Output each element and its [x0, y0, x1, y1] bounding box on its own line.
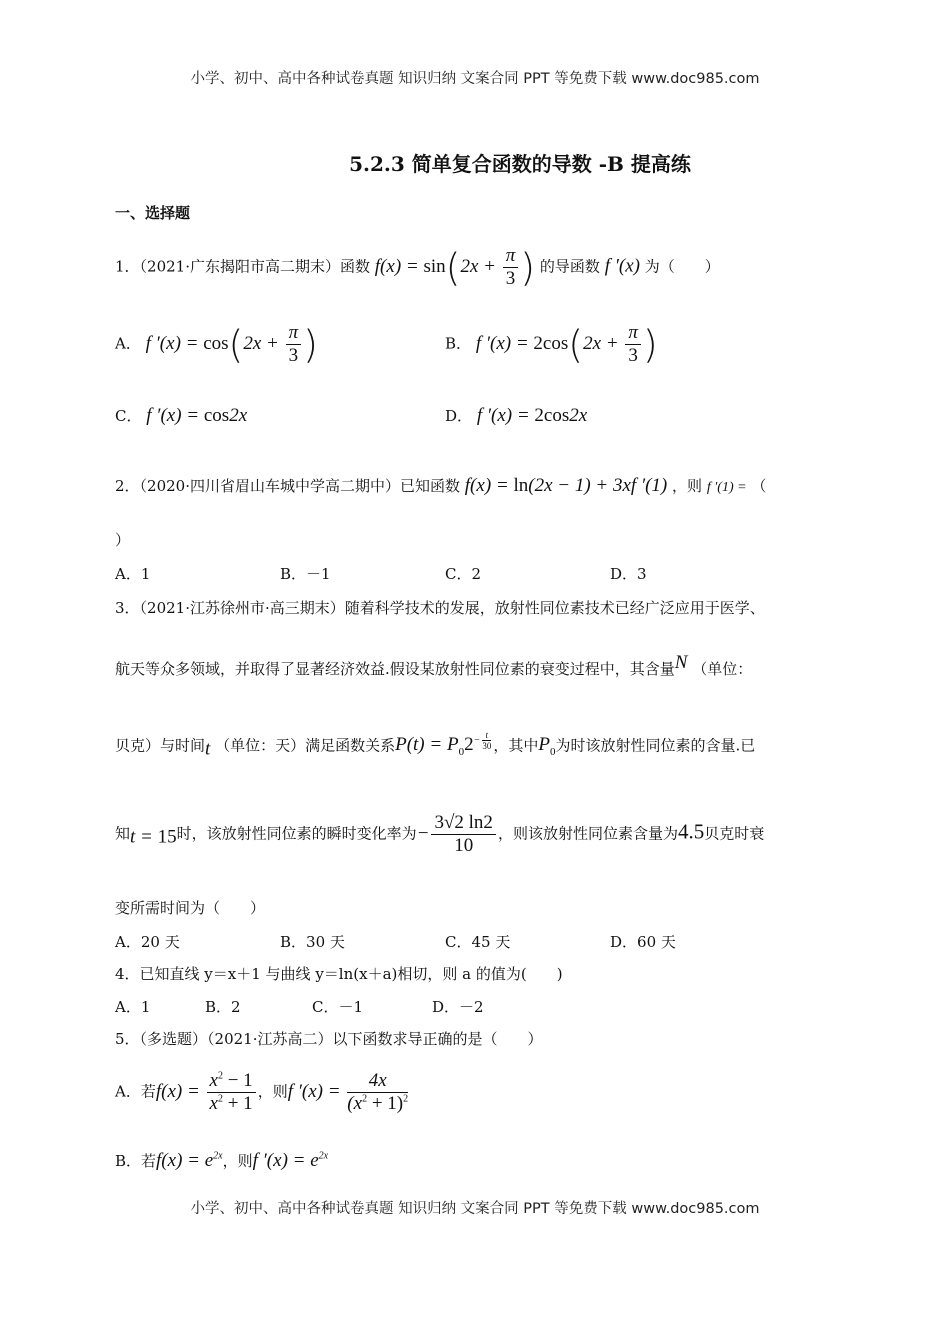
- q5-option-b-derivative: f $'(x) = e^{2x}$: [252, 1150, 329, 1171]
- q2-function: f(x) = ln(2x − 1) + 3xf ′(1): [464, 475, 668, 496]
- q1-option-b[interactable]: [445, 322, 658, 367]
- q2-mid: ，则: [672, 477, 703, 495]
- q5-option-a-function: f(x) = $\frac{x^2 - 1}{x^2 + 1}$: [156, 1081, 258, 1102]
- q5-option-b-label: B．若: [115, 1152, 157, 1170]
- q3-line-3d: 为时该放射性同位素的含量.已: [555, 736, 756, 755]
- q2-option-d[interactable]: D．3: [610, 565, 647, 583]
- q3-line-5: 变所需时间为（ ）: [115, 899, 266, 917]
- q1-option-a[interactable]: [115, 322, 318, 367]
- q5-option-a-derivative: f ′(x) = $\frac{4x}{(x^2 + 1)^2}$: [287, 1070, 409, 1114]
- q5-option-a-label: A．若: [115, 1082, 156, 1101]
- q3-line-3c: ，其中: [493, 736, 539, 755]
- q3-line-4d: 贝克时衰: [704, 824, 765, 843]
- footer-banner: 小学、初中、高中各种试卷真题 知识归纳 文案合同 PPT 等免费下载 www.doc985.com: [190, 1201, 760, 1217]
- q3-line-4a: 知: [115, 824, 131, 843]
- q1-option-b-label: B．: [445, 334, 472, 353]
- q2-close: ）: [115, 531, 131, 549]
- q3-line-3a: 贝克）与时间: [115, 736, 206, 755]
- q5-option-b-then: ，则: [222, 1152, 253, 1170]
- q2-prefix: 2．（2020·四川省眉山车城中学高二期中）已知函数: [115, 477, 460, 495]
- question-2: [115, 475, 766, 497]
- q1-suffix: 为（ ）: [644, 257, 720, 276]
- question-1: [115, 245, 720, 290]
- question-5: 5．（多选题）（2021·江苏高二）以下函数求导正确的是（ ）: [115, 1030, 543, 1048]
- q2-target: f ′(1) =: [706, 480, 747, 495]
- q4-option-b[interactable]: B．2: [205, 998, 241, 1016]
- q3-line-3b: （单位：天）满足函数关系: [215, 736, 396, 755]
- q3-line-2: [115, 652, 752, 679]
- q4-option-d[interactable]: D．－2: [432, 998, 484, 1016]
- q1-derivative: f ′(x): [604, 255, 640, 277]
- section-heading: 一、选择题: [115, 204, 191, 222]
- q5-option-b-function: $f(x) = e^{2x}$: [156, 1150, 223, 1171]
- q1-mid: 的导函数: [539, 257, 600, 276]
- q3-line-4c: ，则该放射性同位素含量为: [497, 824, 678, 843]
- q2-option-a[interactable]: A．1: [115, 565, 151, 583]
- header-banner: 小学、初中、高中各种试卷真题 知识归纳 文案合同 PPT 等免费下载 www.doc985.com: [190, 71, 760, 87]
- q3-line-2b: （单位：: [692, 660, 753, 678]
- q1-option-c-formula: f ′(x) = cos2x: [146, 405, 248, 426]
- q3-formula: $P(t) = P_02^{- \frac{t}{30}}$: [395, 730, 492, 759]
- q1-function: f(x) = sin(2x + $\frac{\pi}{3}$ ): [374, 245, 536, 290]
- q5-option-a[interactable]: [115, 1070, 410, 1115]
- page-title: 5.2.3 简单复合函数的导数 -B 提高练: [349, 152, 691, 176]
- q4-option-c[interactable]: C．－1: [312, 998, 364, 1016]
- q3-rate: − $\frac{3√2 \ln 2}{10}$: [417, 823, 498, 844]
- question-4: 4．已知直线 y＝x＋1 与曲线 y＝ln(x＋a)相切，则 a 的值为( ): [115, 965, 563, 983]
- q3-symbol-n: N: [674, 652, 688, 673]
- q1-option-c[interactable]: [115, 405, 247, 427]
- q3-option-a[interactable]: A．20 天: [115, 933, 180, 951]
- q3-line-2a: 航天等众多领域，并取得了显著经济效益.假设某放射性同位素的衰变过程中，其含量: [115, 660, 675, 678]
- q1-prefix: 1．（2021·广东揭阳市高二期末）函数: [115, 257, 370, 276]
- q3-amount: 4.5: [677, 819, 705, 844]
- q2-option-c[interactable]: C．2: [445, 565, 482, 583]
- q5-option-b[interactable]: [115, 1150, 328, 1172]
- q3-option-b[interactable]: B．30 天: [280, 933, 345, 951]
- q1-option-a-label: A．: [115, 334, 141, 353]
- q1-option-d-formula: f ′(x) = 2cos2x: [476, 405, 588, 426]
- q2-suffix: （: [751, 477, 767, 495]
- q1-option-d[interactable]: [445, 405, 587, 427]
- q3-option-d[interactable]: D．60 天: [610, 933, 676, 951]
- q3-line-1: 3．（2021·江苏徐州市·高三期末）随着科学技术的发展，放射性同位素技术已经广泛应用于医学、: [115, 599, 765, 617]
- q1-option-b-formula: f ′(x) = 2cos(2x + $\frac{\pi}{3}$ ): [475, 322, 658, 367]
- q3-option-c[interactable]: C．45 天: [445, 933, 511, 951]
- q3-line-4: [115, 812, 764, 857]
- q1-option-d-label: D．: [445, 407, 473, 425]
- q5-option-a-then: ，则: [257, 1082, 288, 1101]
- q3-line-3: [115, 730, 755, 760]
- q1-option-c-label: C．: [115, 407, 142, 425]
- q3-symbol-p0: $P_0$: [538, 734, 556, 759]
- q3-symbol-t: t: [205, 738, 211, 760]
- q3-line-4b: 时，该放射性同位素的瞬时变化率为: [176, 824, 417, 843]
- q3-t-value: t = 15: [130, 826, 177, 848]
- q1-option-a-formula: f ′(x) = cos(2x + $\frac{\pi}{3}$ ): [145, 322, 318, 367]
- q2-option-b[interactable]: B．－1: [280, 565, 331, 583]
- q4-option-a[interactable]: A．1: [115, 998, 151, 1016]
